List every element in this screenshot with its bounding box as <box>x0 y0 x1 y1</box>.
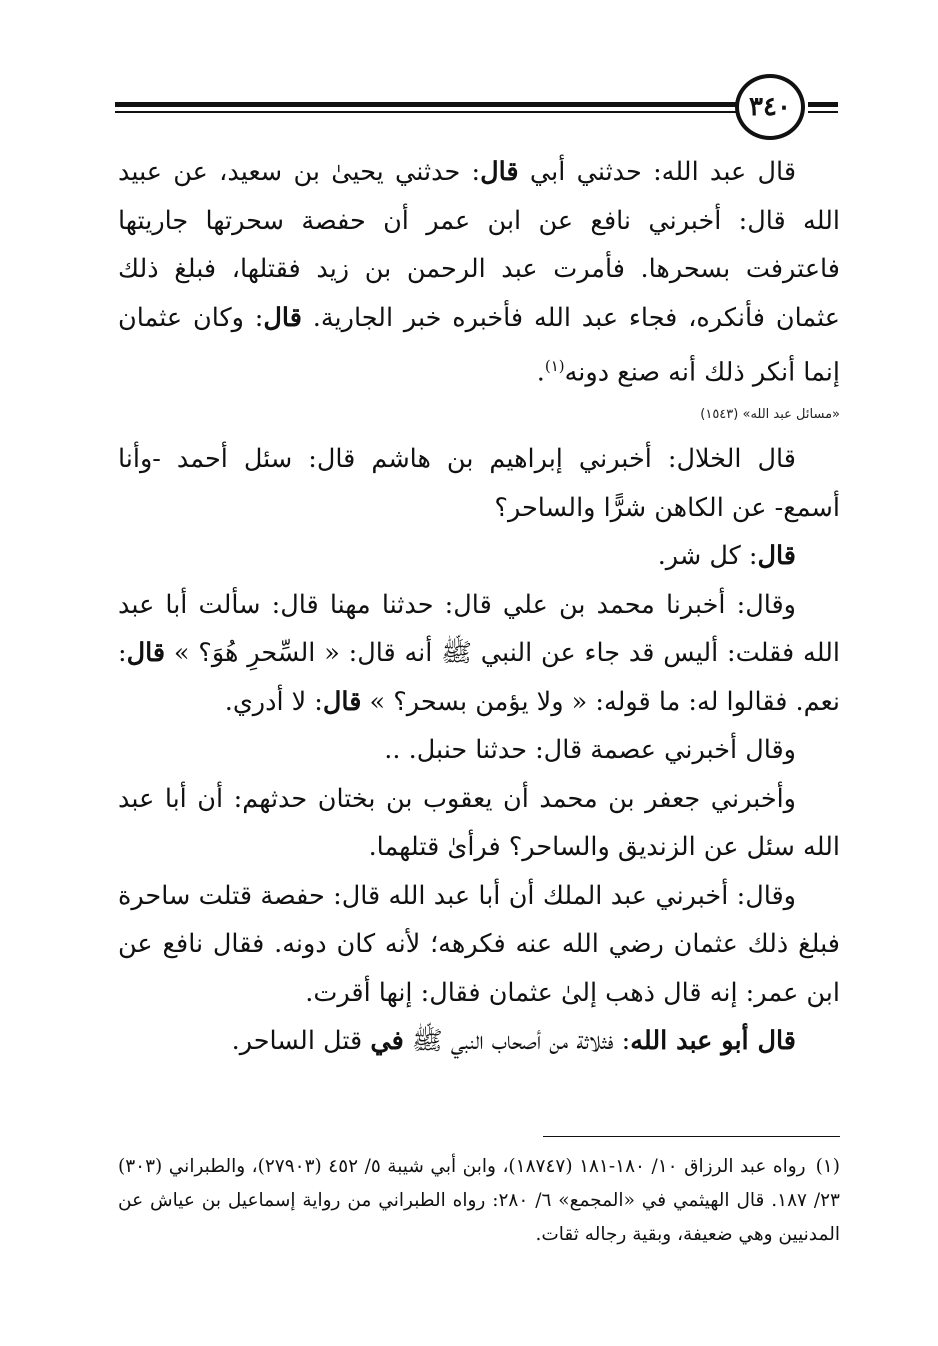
bold-keyword: قال <box>322 686 362 717</box>
footnote-reference: (١) <box>544 357 565 375</box>
paragraph-4 <box>118 581 840 727</box>
bold-keyword: قال أبو عبد الله <box>630 1026 796 1056</box>
header-rule-tail-thick <box>808 102 838 107</box>
main-text <box>118 148 840 1066</box>
text-run: . <box>536 357 545 388</box>
bold-keyword: قال <box>480 157 519 187</box>
header-rule-tail-thin <box>808 111 838 113</box>
footnotes <box>118 1150 840 1252</box>
bold-keyword: في <box>370 1026 404 1056</box>
paragraph-7: وقال: أخبرني عبد الملك أن أبا عبد الله قال: حفصة قتلت ساحرة فبلغ ذلك عثمان رضي الله عنه فكرهه؛ لأنه كان دونه. فقال نافع عن ابن عمر: إنه قال ذهب إلىٰ عثمان فقال: إنها أقرت. <box>118 880 840 1008</box>
text-run: قال عبد الله: حدثني أبي <box>518 157 797 187</box>
paragraph-1 <box>118 148 840 397</box>
bold-keyword: قال <box>126 638 166 668</box>
source-reference: «مسائل عبد الله» (١٥٤٣) <box>700 407 840 422</box>
paragraph-8 <box>118 1017 840 1066</box>
text-run: : حدثني يحيىٰ بن سعيد، عن عبيد الله قال: أخبرني نافع عن ابن عمر أن حفصة سحرتها جاريتها فاعترفت بسحرها. فأمرت عبد الرحمن بن زيد فقتلها، فبلغ ذلك عثمان فأنكره، فجاء عبد الله فأخبره خبر الجارية. <box>118 157 840 333</box>
header-rule-thin <box>115 111 740 113</box>
footnote-text: رواه عبد الرزاق ١٠/ ١٨٠-١٨١ (١٨٧٤٧)، وابن أبي شيبة ٥/ ٤٥٢ (٢٧٩٠٣)، والطبراني (٣٠٣) ٢٣/ ١٨٧. قال الهيثمي في «المجمع» ٦/ ٢٨٠: رواه الطبراني من رواية إسماعيل بن عياش عن المدنيين وهي ضعيفة، وبقية رجاله ثقات. <box>118 1156 840 1245</box>
footnote-1 <box>118 1150 840 1252</box>
paragraph-5: وقال أخبرني عصمة قال: حدثنا حنبل. .. <box>384 735 796 765</box>
page-header <box>0 70 938 150</box>
text-run: : نعم. فقالوا له: ما قوله: « ولا يؤمن بسحر؟ » <box>118 638 840 717</box>
bold-keyword: قال <box>263 302 302 333</box>
text-run: : فثلاثة من أصحاب النبي ﷺ <box>403 1026 631 1056</box>
text-run: قتل الساحر. <box>231 1026 371 1056</box>
text-run: : كل شر. <box>657 541 758 571</box>
footnote-separator <box>543 1136 840 1137</box>
paragraph-3 <box>118 532 840 581</box>
header-rule-thick <box>115 102 740 107</box>
bold-keyword: قال <box>757 541 796 571</box>
paragraph-2: قال الخلال: أخبرني إبراهيم بن هاشم قال: سئل أحمد -وأنا أسمع- عن الكاهن شرًّا والساحر؟ <box>118 444 840 523</box>
text-run: وقال: أخبرنا محمد بن علي قال: حدثنا مهنا قال: سألت أبا عبد الله فقلت: أليس قد جاء عن النبي ﷺ أنه قال: « السِّحرِ هُوَ؟ » <box>118 589 840 668</box>
paragraph-6: وأخبرني جعفر بن محمد أن يعقوب بن بختان حدثهم: أن أبا عبد الله سئل عن الزنديق والساحر؟ فرأىٰ قتلهما. <box>118 783 840 862</box>
page-number: ٣٤٠ <box>735 74 805 140</box>
text-run: : لا أدري. <box>224 686 323 717</box>
footnote-number: (١) <box>815 1156 840 1177</box>
text-run: : وكان عثمان إنما أنكر ذلك أنه صنع دونه <box>118 302 840 388</box>
